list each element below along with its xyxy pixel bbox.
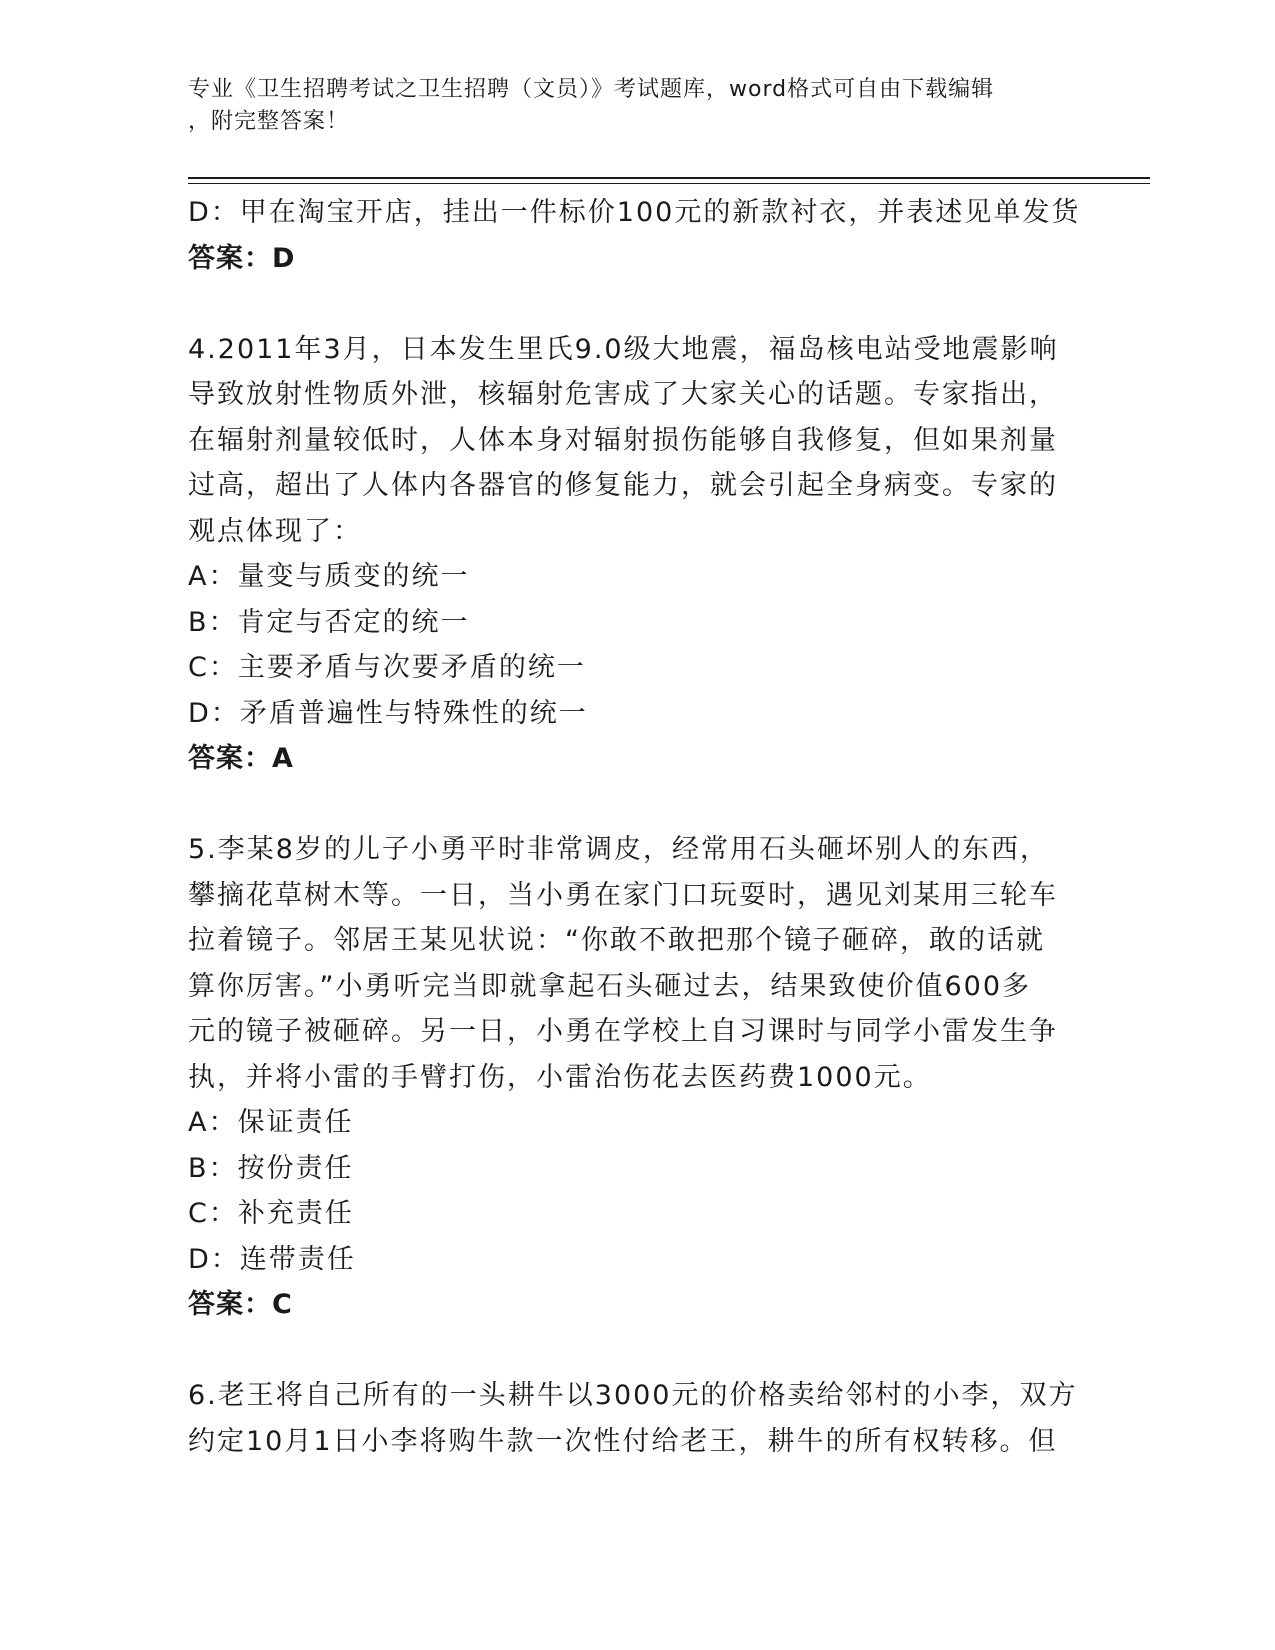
q5-option-a: A：保证责任	[188, 1107, 354, 1138]
page-header	[188, 74, 1068, 138]
q5-text-line: 攀摘花草树木等。一日，当小勇在家门口玩耍时，遇见刘某用三轮车	[188, 879, 1058, 911]
q5-text-line: 执，并将小雷的手臂打伤，小雷治伤花去医药费1000元。	[188, 1061, 932, 1093]
spacer	[188, 782, 1088, 828]
q4-text-line: 在辐射剂量较低时，人体本身对辐射损伤能够自我修复，但如果剂量	[188, 424, 1058, 456]
document-body	[188, 190, 1088, 1464]
header-rule-thin	[188, 183, 1150, 184]
q5-text-line: 拉着镜子。邻居王某见状说：“你敢不敢把那个镜子砸碎，敢的话就	[188, 925, 1045, 956]
q4-text-line: 导致放射性物质外泄，核辐射危害成了大家关心的话题。专家指出，	[188, 379, 1058, 410]
q3-answer: 答案：D	[188, 242, 296, 274]
q4-text-line: 观点体现了：	[188, 515, 362, 547]
q5-option-b: B：按份责任	[188, 1152, 354, 1184]
q5-answer: 答案：C	[188, 1289, 293, 1320]
header-rule-thick	[188, 177, 1150, 179]
header-line-1: 专业《卫生招聘考试之卫生招聘（文员）》考试题库，word格式可自由下载编辑	[188, 77, 995, 102]
spacer	[188, 1328, 1088, 1374]
q5-text-line: 5.李某8岁的儿子小勇平时非常调皮，经常用石头砸坏别人的东西，	[188, 834, 1049, 865]
q4-text-line: 过高，超出了人体内各器官的修复能力，就会引起全身病变。专家的	[188, 470, 1058, 501]
q5-option-c: C：补充责任	[188, 1198, 354, 1229]
q4-text-line: 4.2011年3月，日本发生里氏9.0级大地震，福岛核电站受地震影响	[188, 333, 1059, 365]
q4-option-c: C：主要矛盾与次要矛盾的统一	[188, 652, 586, 683]
q4-option-b: B：肯定与否定的统一	[188, 606, 470, 638]
header-line-2: ，附完整答案！	[188, 109, 350, 134]
q6-text-line: 6.老王将自己所有的一头耕牛以3000元的价格卖给邻村的小李，双方	[188, 1380, 1078, 1411]
q4-option-a: A：量变与质变的统一	[188, 561, 470, 592]
q5-option-d: D：连带责任	[188, 1243, 356, 1275]
q4-option-d: D：矛盾普遍性与特殊性的统一	[188, 697, 588, 729]
q6-text-line: 约定10月1日小李将购牛款一次性付给老王，耕牛的所有权转移。但	[188, 1425, 1058, 1457]
q3-option-d: D：甲在淘宝开店，挂出一件标价100元的新款衬衣，并表述见单发货	[188, 197, 1081, 228]
q5-text-line: 元的镜子被砸碎。另一日，小勇在学校上自习课时与同学小雷发生争	[188, 1016, 1058, 1047]
q5-text-line: 算你厉害。”小勇听完当即就拿起石头砸过去，结果致使价值600多	[188, 970, 1032, 1002]
spacer	[188, 281, 1088, 327]
q4-answer: 答案：A	[188, 743, 294, 774]
